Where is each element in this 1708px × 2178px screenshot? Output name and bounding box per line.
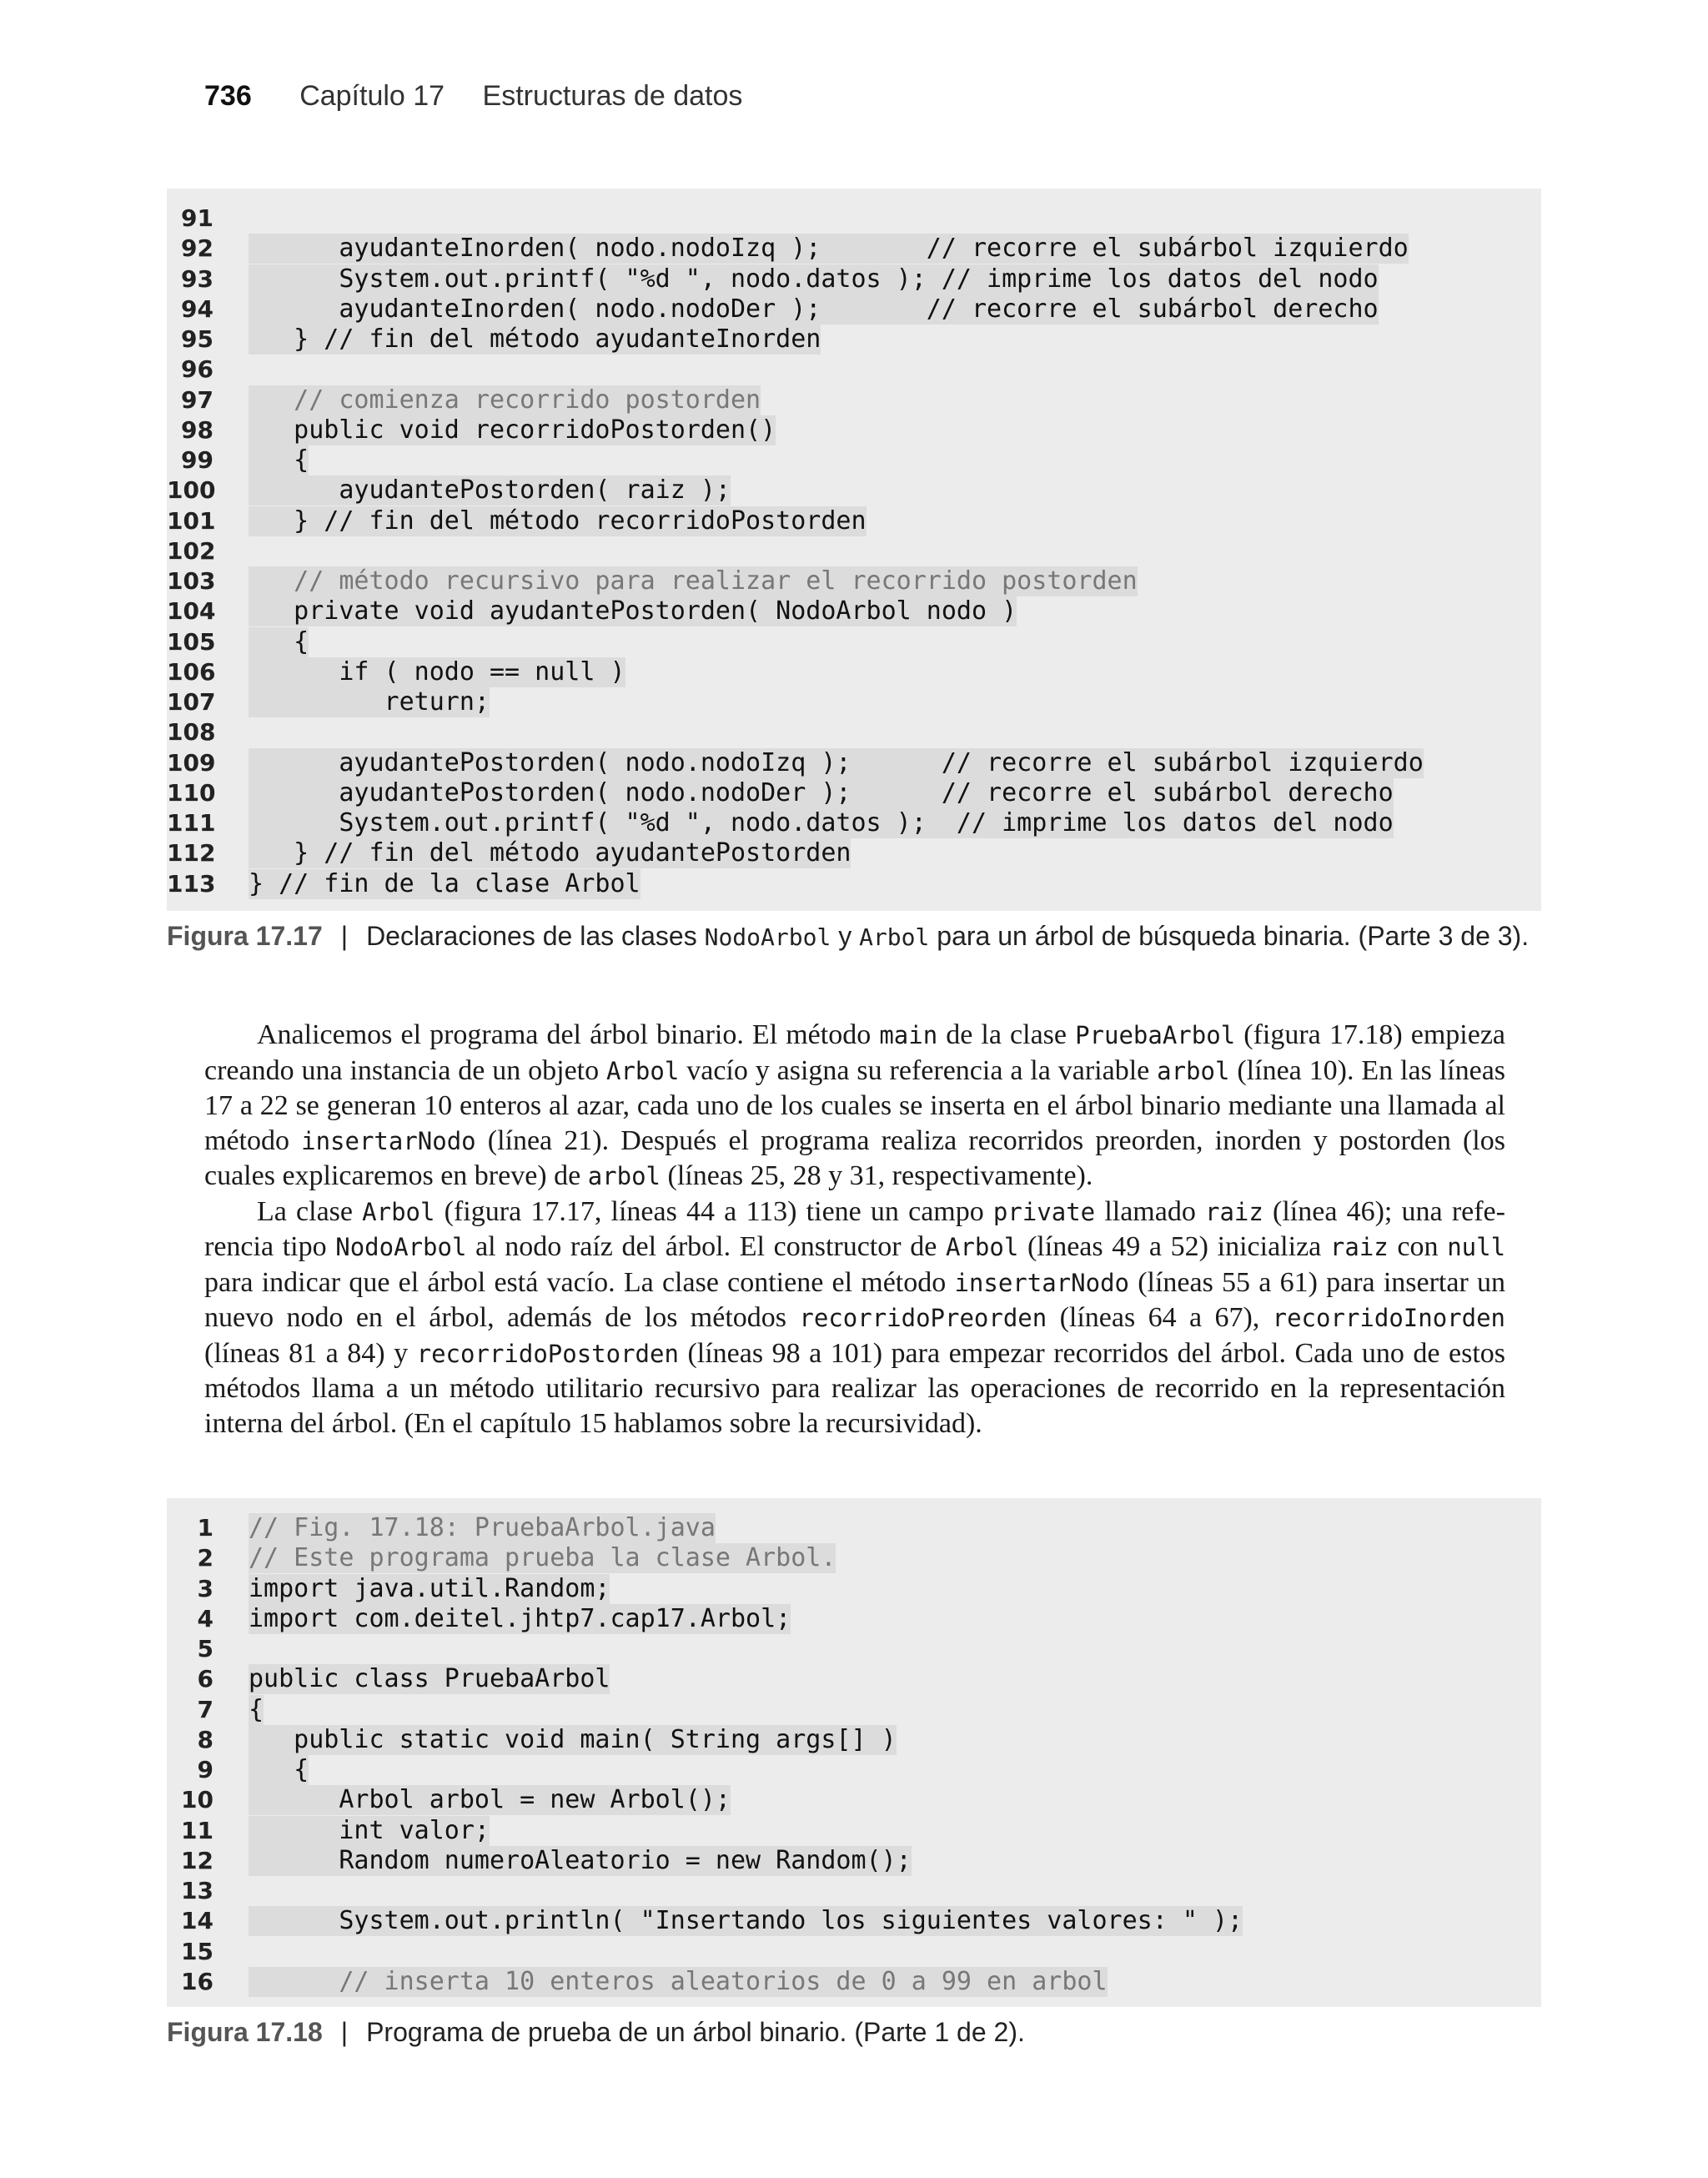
line-number: 10 [181, 1786, 214, 1814]
caption-code: NodoArbol [704, 923, 831, 951]
code-text: // método recursivo para realizar el recorrido postorden [249, 566, 1138, 596]
caption-text: y [831, 921, 860, 951]
code-line [167, 1785, 1541, 1815]
line-number: 9 [197, 1756, 214, 1783]
line-number: 4 [197, 1604, 214, 1632]
line-number: 14 [181, 1907, 214, 1935]
caption-separator: | [340, 2017, 349, 2047]
paragraph: La clase Arbol (figura 17.17, líneas 44 a 113) tiene un campo private llamado raiz (línea 46); una referencia tipo NodoArbol al nodo raíz del árbol. El constructor de Arbol (líneas 49 a 52) inicializa raiz con null para indicar que el árbol está vacío. La clase contiene el método insertarNodo (líneas 55 a 61) para insertar un nuevo nodo en el árbol, además de los métodos recorridoPreorden (líneas 64 a 67), recorridoInorden (líneas 81 a 84) y recorridoPostorden (líneas 98 a 101) para empezar recorridos del árbol. Cada uno de estos métodos llama a un método utilitario recursivo para realizar las operaciones de recorrido en la representación interna del árbol. (En el capítulo 15 hablamos sobre la recursividad). [204, 1195, 1506, 1439]
line-number: 16 [181, 1967, 214, 1995]
code-text: // comienza recorrido postorden [249, 385, 761, 415]
code-line [167, 687, 1541, 717]
line-number: 97 [181, 385, 214, 414]
code-text: private void ayudantePostorden( NodoArbol nodo ) [249, 596, 1017, 626]
line-number: 104 [167, 597, 216, 626]
code-text: import java.util.Random; [249, 1573, 610, 1603]
code-text: { [249, 1755, 309, 1784]
code-line [167, 506, 1541, 536]
page-header [204, 80, 742, 113]
code-text: ayudanteInorden( nodo.nodoDer ); // recorre el subárbol derecho [249, 294, 1379, 324]
code-text: } // fin del método recorridoPostorden [249, 506, 867, 536]
line-number: 110 [167, 778, 216, 807]
code-text: System.out.printf( "%d ", nodo.datos ); // imprime los datos del nodo [249, 264, 1379, 294]
line-number: 102 [167, 536, 216, 565]
code-line [167, 1846, 1541, 1876]
code-text: ayudantePostorden( raiz ); [249, 475, 731, 506]
line-number: 101 [167, 506, 216, 535]
code-line [167, 536, 1541, 566]
code-line [167, 717, 1541, 747]
code-text: public void recorridoPostorden() [249, 415, 776, 445]
code-text: { [249, 626, 309, 656]
code-text: } // fin del método ayudanteInorden [249, 324, 821, 354]
code-line [167, 1574, 1541, 1604]
code-line [167, 869, 1541, 899]
figure-caption-17-17 [167, 921, 1529, 952]
code-text: import com.deitel.jhtp7.cap17.Arbol; [249, 1603, 791, 1633]
code-text: return; [249, 687, 490, 717]
line-number: 107 [167, 688, 216, 716]
code-line [167, 415, 1541, 445]
caption-text: Programa de prueba de un árbol binario. (Parte 1 de 2). [366, 2017, 1025, 2047]
caption-text: Declaraciones de las clases [366, 921, 705, 951]
code-line [167, 1816, 1541, 1846]
line-number: 99 [181, 446, 214, 474]
code-text: } // fin de la clase Arbol [249, 868, 640, 898]
code-listing-figure-17-18 [167, 1498, 1541, 2007]
code-line [167, 234, 1541, 264]
line-number: 98 [181, 415, 214, 444]
code-line [167, 1937, 1541, 1967]
line-number: 105 [167, 627, 216, 656]
code-text: ayudanteInorden( nodo.nodoIzq ); // recorre el subárbol izquierdo [249, 234, 1409, 264]
line-number: 6 [197, 1665, 214, 1693]
code-line [167, 1513, 1541, 1543]
code-line [167, 385, 1541, 415]
code-line [167, 1876, 1541, 1906]
line-number: 8 [197, 1725, 214, 1753]
line-number: 15 [181, 1937, 214, 1965]
code-line [167, 1634, 1541, 1664]
line-number: 94 [181, 294, 214, 323]
chapter-label: Capítulo 17 [299, 80, 445, 112]
code-text: Arbol arbol = new Arbol(); [249, 1785, 731, 1815]
figure-caption-17-18 [167, 2017, 1025, 2048]
code-line [167, 838, 1541, 868]
code-line [167, 808, 1541, 838]
code-text: public class PruebaArbol [249, 1664, 610, 1694]
code-text: int valor; [249, 1815, 490, 1845]
caption-separator: | [340, 921, 349, 951]
code-text: ayudantePostorden( nodo.nodoDer ); // recorre el subárbol derecho [249, 777, 1394, 807]
code-line [167, 1906, 1541, 1936]
code-line [167, 1604, 1541, 1634]
line-number: 1 [197, 1514, 214, 1542]
code-line [167, 1664, 1541, 1694]
code-line [167, 264, 1541, 294]
line-number: 109 [167, 748, 216, 777]
code-text: if ( nodo == null ) [249, 656, 625, 687]
paragraph: Analicemos el programa del árbol binario. El método main de la clase PruebaArbol (figura 17.18) empieza creando una instancia de un objeto Arbol vacío y asigna su referencia a la variable arbol (línea 10). En las líneas 17 a 22 se generan 10 enteros al azar, cada uno de los cuales se inserta en el árbol binario mediante una llamada al método insertarNodo (línea 21). Después el programa realiza recorridos preorden, inorden y postorden (los cuales explicaremos en breve) de arbol (líneas 25, 28 y 31, respectivamente). [204, 1019, 1506, 1191]
figure-label: Figura 17.17 [167, 921, 323, 951]
code-line [167, 294, 1541, 324]
line-number: 112 [167, 839, 216, 868]
code-text: // Este programa prueba la clase Arbol. [249, 1543, 836, 1573]
code-line [167, 1725, 1541, 1755]
line-number: 13 [181, 1877, 214, 1904]
line-number: 11 [181, 1816, 214, 1844]
body-text [204, 1018, 1505, 1441]
code-text: // Fig. 17.18: PruebaArbol.java [249, 1513, 716, 1542]
line-number: 12 [181, 1846, 214, 1874]
figure-label: Figura 17.18 [167, 2017, 323, 2047]
line-number: 95 [181, 325, 214, 353]
code-line [167, 657, 1541, 687]
code-text: // inserta 10 enteros aleatorios de 0 a 99 en arbol [249, 1966, 1108, 1996]
line-number: 3 [197, 1574, 214, 1602]
page-number: 736 [204, 80, 252, 112]
code-line [167, 475, 1541, 506]
line-number: 2 [197, 1544, 214, 1572]
code-line [167, 445, 1541, 475]
code-line [167, 355, 1541, 385]
code-line [167, 627, 1541, 657]
code-line [167, 204, 1541, 234]
code-listing-figure-17-17 [167, 189, 1541, 911]
code-text: ayudantePostorden( nodo.nodoIzq ); // recorre el subárbol izquierdo [249, 747, 1424, 777]
code-line [167, 748, 1541, 778]
caption-code: Arbol [859, 923, 930, 951]
line-number: 106 [167, 657, 216, 686]
line-number: 108 [167, 718, 216, 747]
code-text: { [249, 1694, 264, 1724]
code-line [167, 566, 1541, 596]
code-line [167, 596, 1541, 626]
code-line [167, 1967, 1541, 1997]
line-number: 91 [181, 204, 214, 232]
code-text: System.out.printf( "%d ", nodo.datos ); // imprime los datos del nodo [249, 808, 1394, 837]
code-text: } // fin del método ayudantePostorden [249, 838, 851, 868]
code-text: { [249, 445, 309, 475]
code-line [167, 778, 1541, 808]
line-number: 111 [167, 809, 216, 837]
line-number: 96 [181, 355, 214, 384]
line-number: 103 [167, 567, 216, 595]
code-text: Random numeroAleatorio = new Random(); [249, 1845, 912, 1875]
line-number: 92 [181, 234, 214, 263]
line-number: 5 [197, 1635, 214, 1662]
line-number: 7 [197, 1695, 214, 1723]
code-text: public static void main( String args[] ) [249, 1724, 897, 1754]
code-line [167, 1695, 1541, 1725]
caption-text: para un árbol de búsqueda binaria. (Parte 3 de 3). [929, 921, 1530, 951]
code-line [167, 1755, 1541, 1785]
code-text: System.out.println( "Insertando los siguientes valores: " ); [249, 1906, 1243, 1936]
line-number: 113 [167, 869, 216, 898]
line-number: 100 [167, 476, 216, 505]
line-number: 93 [181, 264, 214, 293]
code-line [167, 324, 1541, 355]
code-line [167, 1543, 1541, 1573]
chapter-title: Estructuras de datos [482, 80, 743, 112]
